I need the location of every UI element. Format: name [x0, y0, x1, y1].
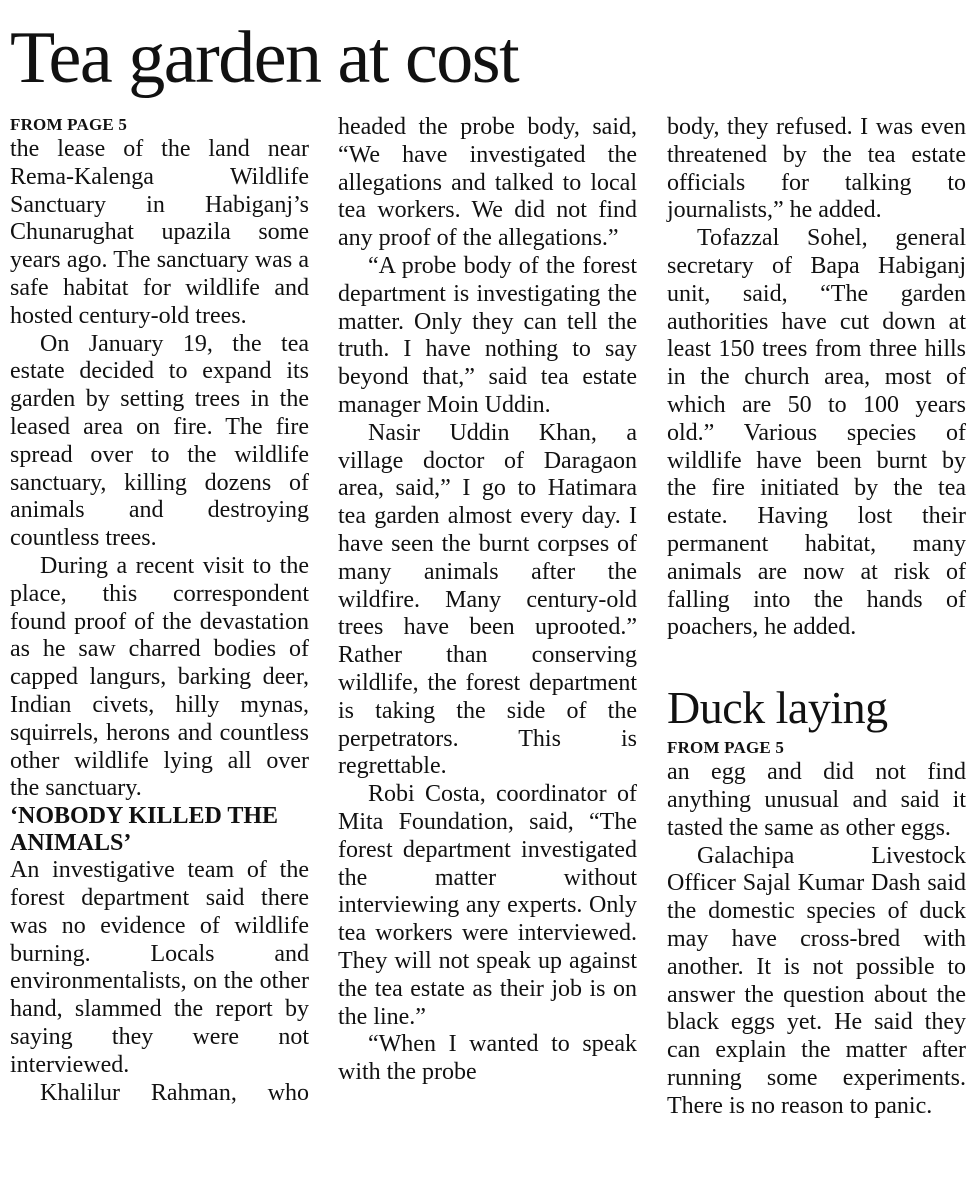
paragraph: Nasir Uddin Khan, a village doctor of Daragaon area, said,” I go to Hatimara tea garden almost every day. I have seen the burnt corpses of many animals after the wildfire. Many century-old trees have been uprooted.” Rather than conserving wildlife, the forest department is taking the side of the perpetrators. This is regrettable. — [338, 419, 637, 780]
paragraph: Khalilur Rahman, who — [40, 1079, 309, 1106]
column-3 — [667, 114, 966, 1121]
second-article — [667, 679, 966, 1120]
kicker-from-page: FROM PAGE 5 — [10, 115, 128, 134]
paragraph: the lease of the land near Rema-Kalenga Wildlife Sanctuary in Habiganj’s Chunarughat upazila some years ago. The sanctuary was a safe habitat for wildlife and hosted century-old trees. — [10, 136, 309, 329]
subheading: ‘NOBODY KILLED THE ANIMALS’ — [10, 803, 279, 857]
kicker-from-page: FROM PAGE 5 — [667, 738, 785, 758]
column-1 — [10, 114, 309, 1107]
paragraph: “When I wanted to speak with the probe — [338, 1031, 637, 1086]
paragraph: “A probe body of the forest department is investigating the matter. Only they can tell the truth. I have nothing to say beyond that,” said tea estate manager Moin Uddin. — [338, 252, 637, 418]
column-2 — [338, 114, 637, 1087]
article-headline: Duck laying — [667, 682, 888, 734]
paragraph: body, they refused. I was even threatened by the tea estate officials for talking to journalists,” he added. — [667, 114, 966, 224]
paragraph: During a recent visit to the place, this correspondent found proof of the devastation as he saw charred bodies of capped langurs, barking deer, Indian civets, hilly mynas, squirrels, herons and countless other wildlife lying all over the sanctuary. — [10, 552, 309, 802]
paragraph: On January 19, the tea estate decided to expand its garden by setting trees in the leased area on fire. The fire spread over to the wildlife sanctuary, killing dozens of animals and destroying countless trees. — [10, 330, 309, 552]
paragraph: Robi Costa, coordinator of Mita Foundation, said, “The forest department investigated the matter without interviewing any experts. Only tea workers were interviewed. They will not speak up against the tea estate as their job is on the line.” — [338, 781, 637, 1030]
paragraph: headed the probe body, said, “We have investigated the allegations and talked to local tea workers. We did not find any proof of the allegations.” — [338, 114, 637, 252]
paragraph: An investigative team of the forest department said there was no evidence of wildlife burning. Locals and environmentalists, on the other hand, slammed the report by saying they were not interviewed. — [10, 857, 309, 1078]
paragraph: an egg and did not find anything unusual and said it tasted the same as other eggs. — [667, 759, 966, 841]
headline: Tea garden at cost — [10, 17, 519, 99]
paragraph: Tofazzal Sohel, general secretary of Bapa Habiganj unit, said, “The garden authorities have cut down at least 150 trees from three hills in the church area, most of which are 50 to 100 years old.” Various species of wildlife have been burnt by the fire initiated by the tea estate. Having lost their permanent habitat, many animals are now at risk of falling into the hands of poachers, he added. — [667, 225, 966, 641]
paragraph: Galachipa Livestock Officer Sajal Kumar Dash said the domestic species of duck may have cross-bred with another. It is not possible to answer the question about the black eggs yet. He said they can explain the matter after running some experiments. There is no reason to panic. — [667, 842, 966, 1119]
